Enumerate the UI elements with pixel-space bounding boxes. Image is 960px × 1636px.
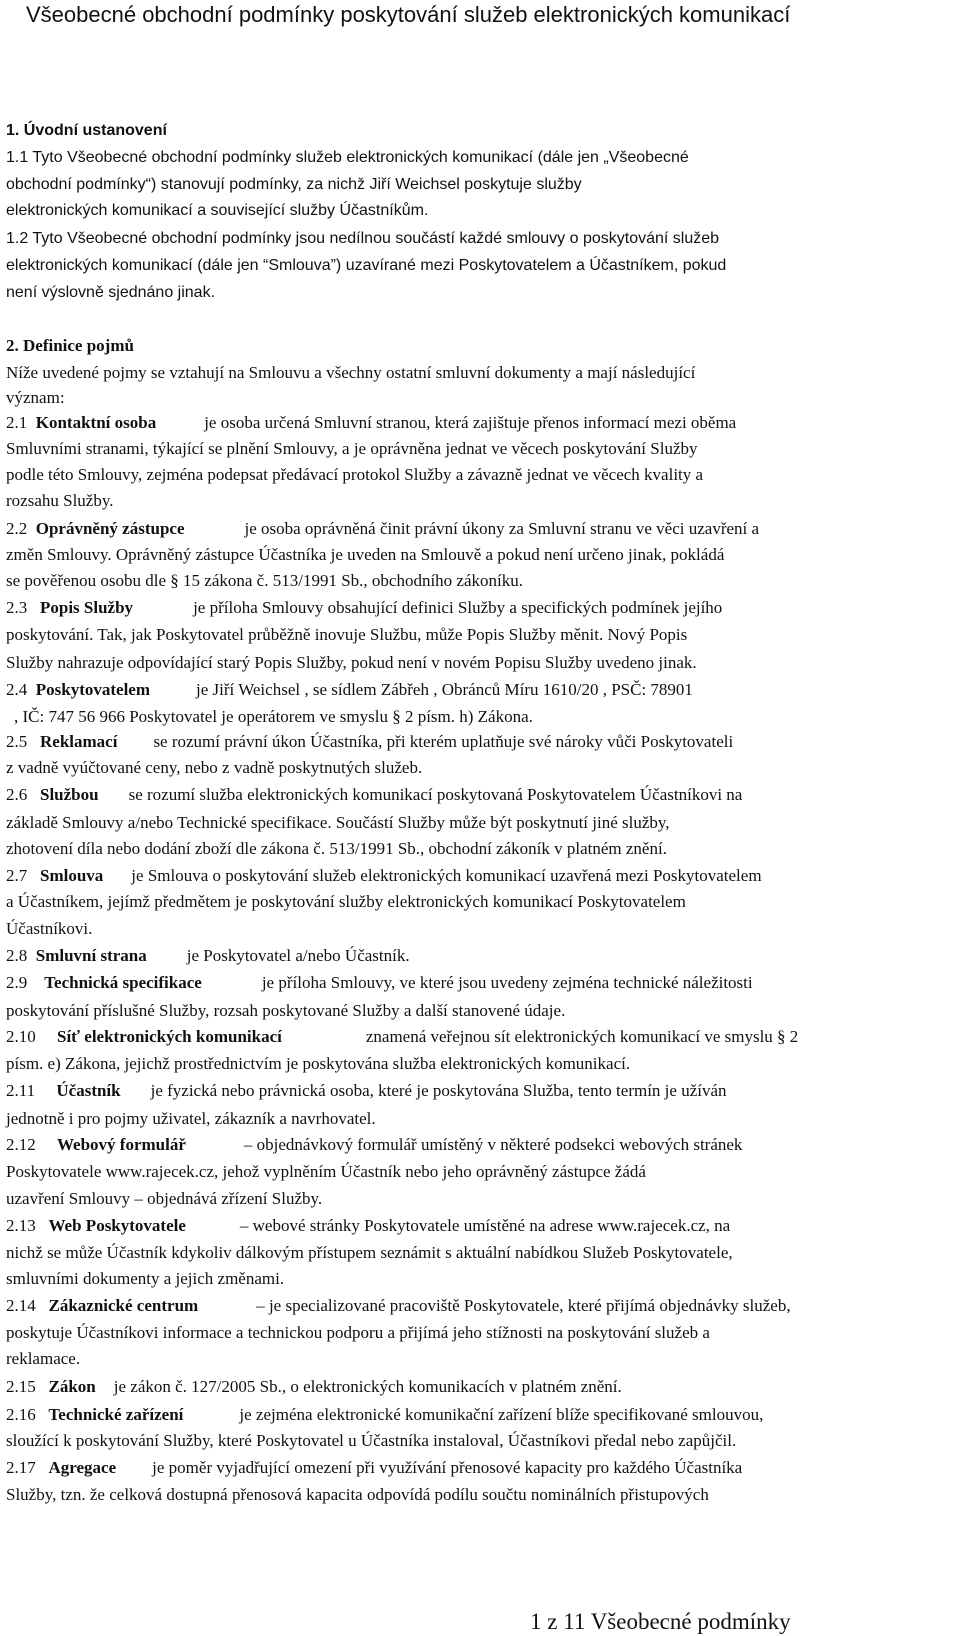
definition-number: 2.10 — [6, 1027, 36, 1046]
definition-text: je osoba určená Smluvní stranou, která zajištuje přenos informací mezi oběma — [204, 413, 737, 432]
definition-2-2-line: změn Smlouvy. Oprávněný zástupce Účastníka je uveden na Smlouvě a pokud není určeno jinak, pokládá — [6, 545, 725, 564]
definition-2-6-line: základě Smlouvy a/nebo Technické specifikace. Součástí Služby může být poskytnutí jiné služby, — [6, 813, 670, 832]
definition-2-3-line: Služby nahrazuje odpovídající starý Popis Služby, pokud není v novém Popisu Služby uvedeno jinak. — [6, 653, 697, 672]
definition-term: Reklamací — [40, 732, 118, 751]
definition-term: Web Poskytovatele — [48, 1216, 186, 1235]
definition-2-15 — [6, 1376, 622, 1398]
definition-text: se rozumí služba elektronických komunikací poskytovaná Poskytovatelem Účastníkovi na — [128, 785, 743, 804]
definition-text: – je specializované pracoviště Poskytovatele, které přijímá objednávky služeb, — [256, 1296, 791, 1315]
definition-term: Popis Služby — [40, 598, 134, 617]
definition-2-2-line: se pověřenou osobu dle § 15 zákona č. 513/1991 Sb., obchodního zákoníku. — [6, 571, 523, 590]
definition-number: 2.14 — [6, 1296, 36, 1315]
definition-number: 2.16 — [6, 1405, 36, 1424]
definition-term: Zákaznické centrum — [48, 1296, 199, 1315]
definition-2-3 — [6, 597, 722, 619]
definition-2-9 — [6, 972, 753, 994]
definition-2-5 — [6, 731, 733, 753]
definition-2-10 — [6, 1026, 798, 1048]
definition-2-1-line: podle této Smlouvy, zejména podepsat předávací protokol Služby a závazně jednat ve věcech kvality a — [6, 465, 704, 484]
definition-text: je zejména elektronické komunikační zařízení blíže specifikované smlouvou, — [239, 1405, 764, 1424]
definition-2-9-line: poskytování příslušné Služby, rozsah poskytované Služby a další stanovené údaje. — [6, 1001, 566, 1020]
definition-term: Síť elektronických komunikací — [57, 1027, 282, 1046]
definition-term: Službou — [40, 785, 99, 804]
definition-2-11-line: jednotně i pro pojmy uživatel, zákazník a navrhovatel. — [6, 1109, 376, 1128]
definition-number: 2.1 — [6, 413, 28, 432]
section-2-heading: 2. Definice pojmů — [6, 336, 134, 355]
definition-term: Webový formulář — [57, 1135, 186, 1154]
definition-term: Zákon — [48, 1377, 96, 1396]
paragraph-1-2-line: není výslovně sjednáno jinak. — [6, 284, 216, 301]
definition-number: 2.6 — [6, 785, 28, 804]
definition-2-17 — [6, 1457, 742, 1479]
definition-2-12 — [6, 1134, 742, 1156]
definition-term: Smlouva — [40, 866, 104, 885]
definition-2-14-line: poskytuje Účastníkovi informace a technickou podporu a přijímá jeho stížnosti na poskytování služeb a — [6, 1323, 710, 1342]
definition-2-13 — [6, 1215, 730, 1237]
definition-text: je fyzická nebo právnická osoba, které je poskytována Služba, tento termín je užíván — [150, 1081, 727, 1100]
definition-text: je příloha Smlouvy obsahující definici Služby a specifických podmínek jejího — [193, 598, 723, 617]
definition-2-7-line: a Účastníkem, jejímž předmětem je poskytování služby elektronických komunikací Poskytovatelem — [6, 892, 686, 911]
definition-term: Smluvní strana — [35, 946, 147, 965]
definition-number: 2.17 — [6, 1458, 36, 1477]
definition-text: je poměr vyjadřující omezení při využívání přenosové kapacity pro každého Účastníka — [152, 1458, 743, 1477]
definition-term: Agregace — [48, 1458, 117, 1477]
definition-text: je osoba oprávněná činit právní úkony za Smluvní stranu ve věci uzavření a — [244, 519, 760, 538]
definition-2-7 — [6, 865, 762, 887]
paragraph-1-1-line: elektronických komunikací a související služby Účastníkům. — [6, 202, 429, 219]
definition-text: je zákon č. 127/2005 Sb., o elektronických komunikacích v platném znění. — [113, 1377, 622, 1396]
definition-2-16-line: sloužící k poskytování Služby, které Poskytovatel u Účastníka instaloval, Účastníkovi předal nebo zapůjčil. — [6, 1431, 737, 1450]
definition-2-13-line: nichž se může Účastník kdykoliv dálkovým přístupem seznámit s aktuální nabídkou Služeb Poskytovatele, — [6, 1243, 733, 1262]
document-title: Všeobecné obchodní podmínky poskytování služeb elektronických komunikací — [26, 2, 791, 27]
definition-term: Technická specifikace — [44, 973, 202, 992]
definition-term: Účastník — [56, 1081, 121, 1100]
definition-number: 2.11 — [6, 1081, 36, 1100]
definition-number: 2.7 — [6, 866, 28, 885]
definition-2-12-line: Poskytovatele www.rajecek.cz, jehož vyplněním Účastník nebo jeho oprávněný zástupce žádá — [6, 1162, 646, 1181]
definition-2-1-line: rozsahu Služby. — [6, 491, 114, 510]
definition-number: 2.15 — [6, 1377, 36, 1396]
definition-2-14 — [6, 1295, 791, 1317]
definition-number: 2.5 — [6, 732, 28, 751]
definition-text: je Poskytovatel a/nebo Účastník. — [186, 946, 410, 965]
section-1-heading: 1. Úvodní ustanovení — [6, 122, 167, 139]
definition-2-14-line: reklamace. — [6, 1349, 81, 1368]
definitions-intro-line: Níže uvedené pojmy se vztahují na Smlouvu a všechny ostatní smluvní dokumenty a mají následující — [6, 363, 696, 382]
definition-2-2 — [6, 518, 759, 540]
definition-term: Kontaktní osoba — [35, 413, 157, 432]
definition-2-17-line: Služby, tzn. že celková dostupná přenosová kapacita odpovídá podílu součtu nominálních přistupových — [6, 1485, 709, 1504]
definition-text: je příloha Smlouvy, ve které jsou uvedeny zejména technické náležitosti — [261, 973, 753, 992]
definition-number: 2.12 — [6, 1135, 36, 1154]
definition-text: je Smlouva o poskytování služeb elektronických komunikací uzavřená mezi Poskytovatelem — [131, 866, 762, 885]
definition-number: 2.2 — [6, 519, 28, 538]
definition-text: je Jiří Weichsel , se sídlem Zábřeh , Obránců Míru 1610/20 , PSČ: 78901 — [196, 680, 693, 699]
definition-text: – objednávkový formulář umístěný v některé podsekci webových stránek — [243, 1135, 743, 1154]
page-footer: 1 z 11 Všeobecné podmínky — [530, 1609, 791, 1634]
definition-2-11 — [6, 1080, 727, 1102]
paragraph-1-2-line: elektronických komunikací (dále jen “Smlouva”) uzavírané mezi Poskytovatelem a Účastníkem, pokud — [6, 257, 727, 274]
definition-2-7-line: Účastníkovi. — [6, 919, 93, 938]
definition-text: se rozumí právní úkon Účastníka, při kterém uplatňuje své nároky vůči Poskytovateli — [153, 732, 734, 751]
definition-term: Oprávněný zástupce — [35, 519, 185, 538]
paragraph-1-1-line: obchodní podmínky“) stanovují podmínky, za nichž Jiří Weichsel poskytuje služby — [6, 176, 582, 193]
definition-2-8 — [6, 945, 410, 967]
paragraph-1-1-line: 1.1 Tyto Všeobecné obchodní podmínky služeb elektronických komunikací (dále jen „Všeobecné — [6, 149, 689, 166]
definition-term: Poskytovatelem — [35, 680, 151, 699]
definition-2-16 — [6, 1404, 763, 1426]
definition-2-12-line: uzavření Smlouvy – objednává zřízení Služby. — [6, 1189, 323, 1208]
definition-text: znamená veřejnou sít elektronických komunikací ve smyslu § 2 — [365, 1027, 799, 1046]
definition-number: 2.13 — [6, 1216, 36, 1235]
definition-number: 2.4 — [6, 680, 28, 699]
definition-number: 2.3 — [6, 598, 28, 617]
definition-text: – webové stránky Poskytovatele umístěné na adrese www.rajecek.cz, na — [239, 1216, 731, 1235]
definitions-intro-line: význam: — [6, 388, 65, 407]
definition-term: Technické zařízení — [48, 1405, 184, 1424]
definition-2-10-line: písm. e) Zákona, jejichž prostřednictvím je poskytována služba elektronických komunikací. — [6, 1054, 631, 1073]
definition-2-1-line: Smluvními stranami, týkající se plnění Smlouvy, a je oprávněna jednat ve věcech poskytování Služby — [6, 439, 698, 458]
definition-2-6 — [6, 784, 742, 806]
definition-2-6-line: zhotovení díla nebo dodání zboží dle zákona č. 513/1991 Sb., obchodní zákoník v platném znění. — [6, 839, 667, 858]
definition-2-13-line: smluvními dokumenty a jejich změnami. — [6, 1269, 285, 1288]
definition-number: 2.8 — [6, 946, 28, 965]
definition-2-5-line: z vadně vyúčtované ceny, nebo z vadně poskytnutých služeb. — [6, 758, 423, 777]
definition-number: 2.9 — [6, 973, 28, 992]
definition-2-3-line: poskytování. Tak, jak Poskytovatel průběžně inovuje Službu, může Popis Služby měnit. Nový Popis — [6, 625, 688, 644]
definition-2-1 — [6, 412, 736, 434]
paragraph-1-2-line: 1.2 Tyto Všeobecné obchodní podmínky jsou nedílnou součástí každé smlouvy o poskytování služeb — [6, 230, 720, 247]
definition-2-4-line: , IČ: 747 56 966 Poskytovatel je operátorem ve smyslu § 2 písm. h) Zákona. — [14, 707, 533, 726]
definition-2-4 — [6, 679, 693, 701]
